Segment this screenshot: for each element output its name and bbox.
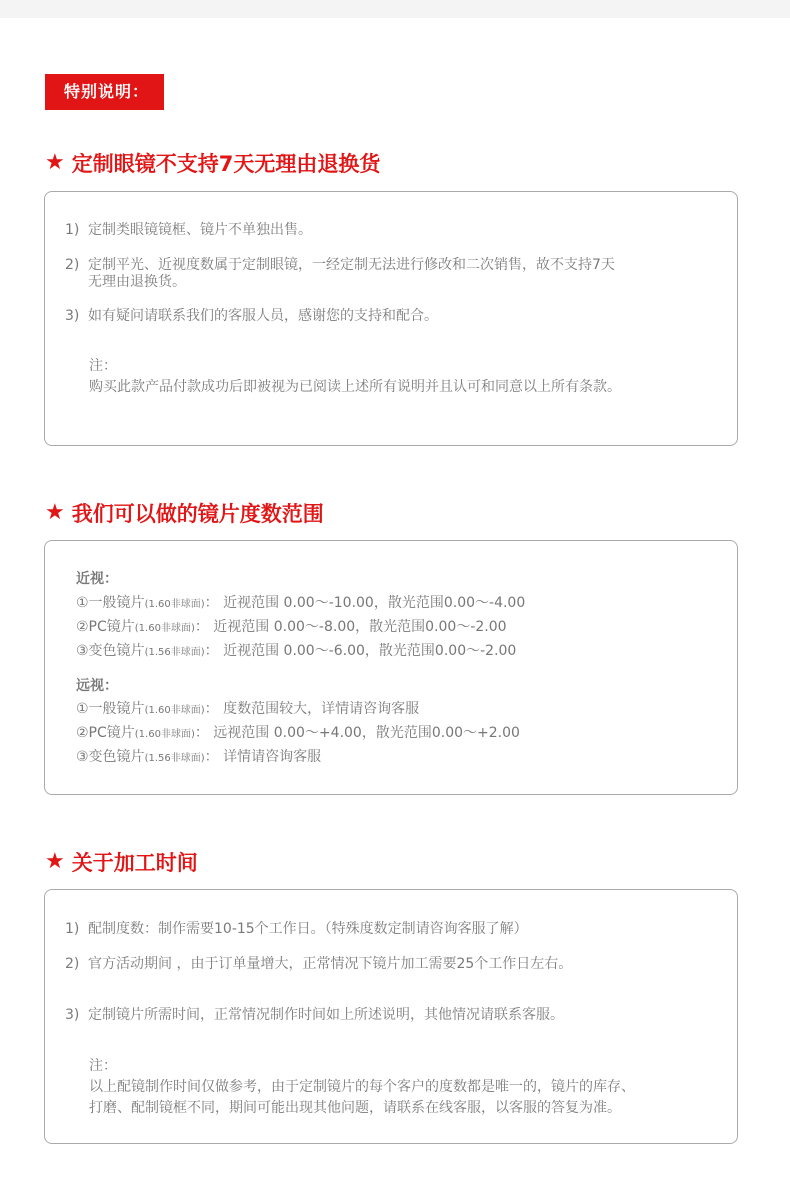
note-text: 打磨、配制镜框不同，期间可能出现其他问题，请联系在线客服，以客服的答复为准。 <box>89 1100 621 1116</box>
hyperopia-label: 远视： <box>76 678 118 694</box>
star-icon: ★ <box>45 849 65 874</box>
section-processing-time-heading <box>45 847 198 877</box>
range-row: ①一般镜片(1.60非球面)： 度数范围较大，详情请咨询客服 <box>76 701 420 717</box>
top-strip <box>0 0 790 18</box>
note-text: 购买此款产品付款成功后即被视为已阅读上述所有说明并且认可和同意以上所有条款。 <box>89 379 621 395</box>
list-item: 1) 配制度数：制作需要10-15个工作日。（特殊度数定制请咨询客服了解） <box>65 921 528 937</box>
section-title: 关于加工时间 <box>71 851 198 875</box>
range-row: ②PC镜片(1.60非球面)： 远视范围 0.00～+4.00，散光范围0.00～+2.00 <box>76 725 520 741</box>
myopia-label: 近视： <box>76 571 118 587</box>
range-row: ③变色镜片(1.56非球面)： 近视范围 0.00～-6.00，散光范围0.00～-2.00 <box>76 643 517 659</box>
section-no-return-heading <box>45 148 380 178</box>
section-title: 定制眼镜不支持7天无理由退换货 <box>71 152 381 176</box>
star-icon: ★ <box>45 150 65 175</box>
note-label: 注： <box>89 1058 117 1074</box>
range-row: ①一般镜片(1.60非球面)： 近视范围 0.00～-10.00，散光范围0.00～-4.00 <box>76 595 526 611</box>
list-item: 2) 官方活动期间 ，由于订单量增大，正常情况下镜片加工需要25个工作日左右。 <box>65 956 573 972</box>
note-text: 以上配镜制作时间仅做参考，由于定制镜片的每个客户的度数都是唯一的，镜片的库存、 <box>89 1079 635 1095</box>
list-item: 3) 定制镜片所需时间，正常情况制作时间如上所述说明，其他情况请联系客服。 <box>65 1007 564 1023</box>
section-title: 我们可以做的镜片度数范围 <box>71 502 324 526</box>
range-row: ②PC镜片(1.60非球面)： 近视范围 0.00～-8.00，散光范围0.00～-2.00 <box>76 619 507 635</box>
range-row: ③变色镜片(1.56非球面)： 详情请咨询客服 <box>76 749 322 765</box>
note-label: 注： <box>89 358 117 374</box>
section-lens-range-heading <box>45 498 324 528</box>
list-item: 1) 定制类眼镜镜框、镜片不单独出售。 <box>65 222 312 238</box>
star-icon: ★ <box>45 500 65 525</box>
list-item: 3) 如有疑问请联系我们的客服人员，感谢您的支持和配合。 <box>65 308 438 324</box>
list-item: 2) 定制平光、近视度数属于定制眼镜，一经定制无法进行修改和二次销售，故不支持7天 无理由退换货。 <box>65 257 615 290</box>
special-notice-tag: 特别说明： <box>45 74 164 110</box>
